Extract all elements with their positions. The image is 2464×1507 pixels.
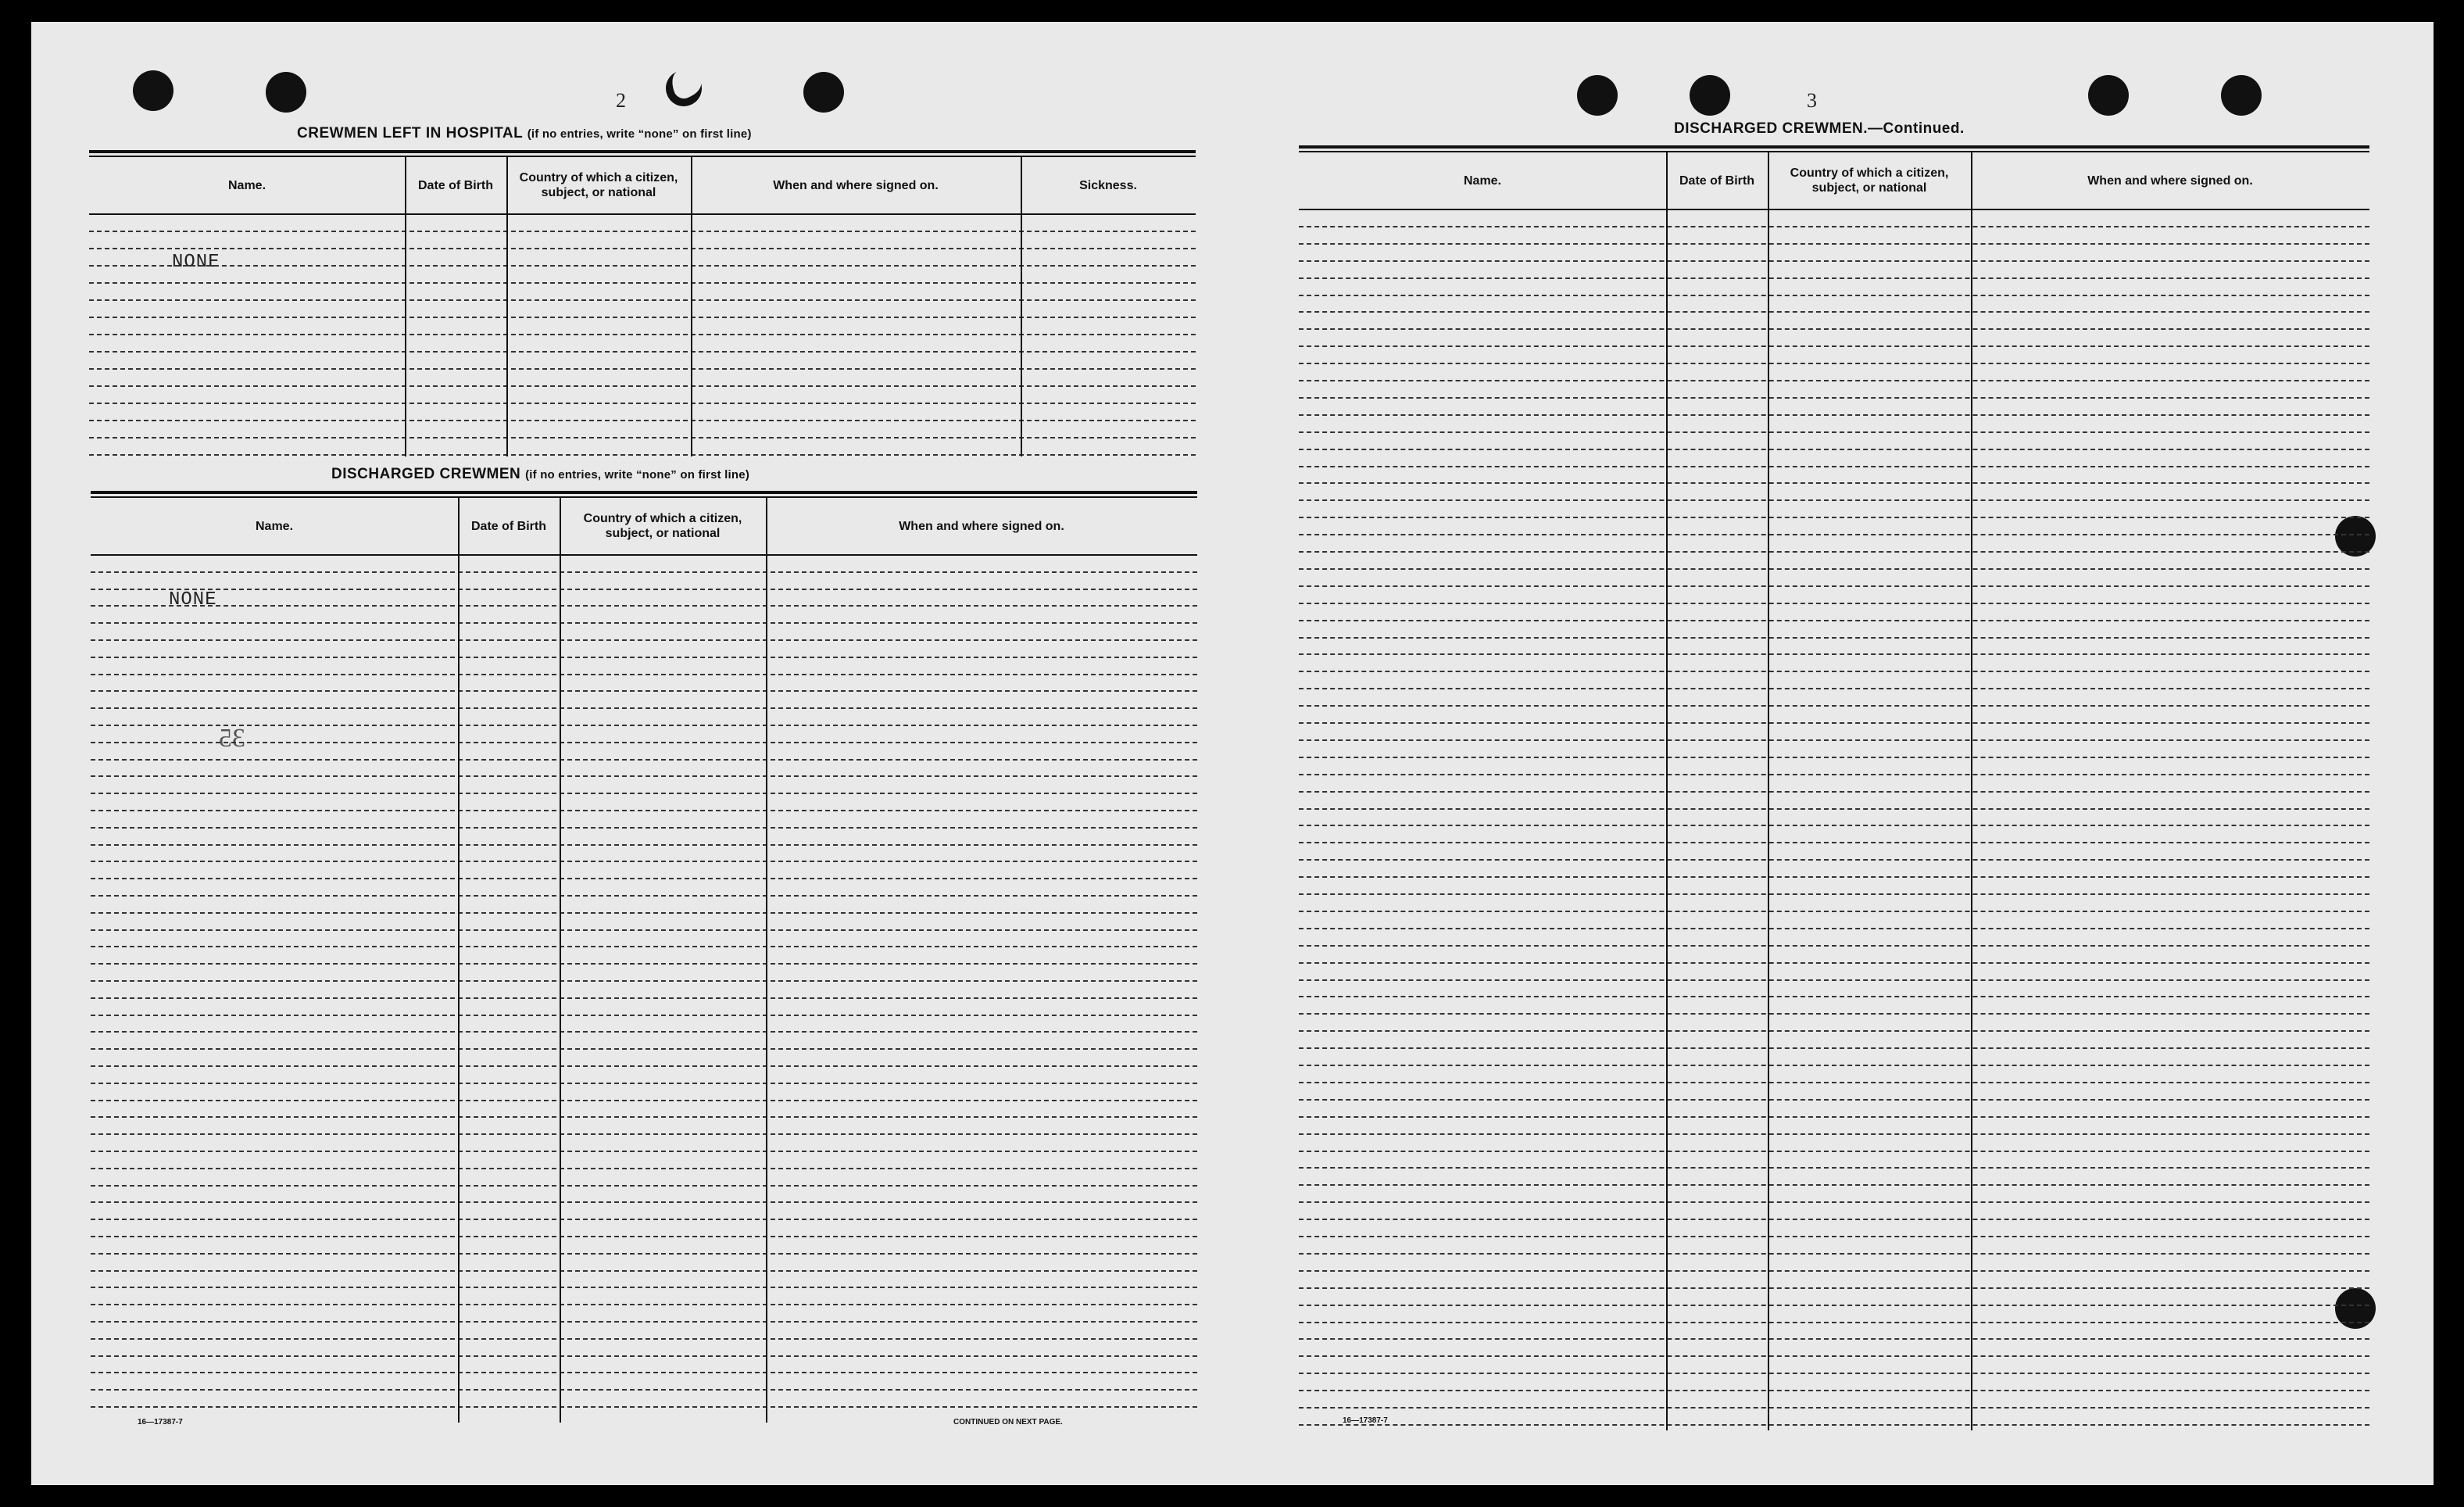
left-page [31,22,1227,1485]
ruled-line [91,742,1197,743]
ruled-line [91,1133,1197,1135]
ruled-line [91,605,1197,607]
ruled-line [1299,295,2369,296]
ruled-line [1299,345,2369,347]
col-header-signed-on: When and where signed on. [2087,174,2253,188]
col-header-date-of-birth: Date of Birth [418,178,493,192]
col-header-country: Country of which a citizen, subject, or national [519,171,678,199]
column-divider [691,157,692,456]
ruled-line [1299,825,2369,826]
continued-note: CONTINUED ON NEXT PAGE. [953,1418,1063,1426]
ruled-line [89,334,1196,335]
discharged-table [91,491,1197,1424]
ruled-line [91,1270,1197,1272]
discharged-continued-table [1299,145,2369,1432]
ruled-line [1299,449,2369,450]
ruled-line [89,248,1196,249]
ruled-line [1299,893,2369,895]
ruled-line [91,827,1197,829]
ruled-line [1299,791,2369,793]
col-header-name: Name. [227,178,266,192]
col-header-signed-on: When and where signed on. [899,519,1064,533]
ruled-line [1299,705,2369,707]
ruled-line [1299,1184,2369,1186]
ruled-line [91,1031,1197,1033]
ruled-line [1299,1373,2369,1374]
ruled-line [89,317,1196,318]
ruled-line [91,1406,1197,1408]
ruled-line [91,1048,1197,1050]
ruled-line [1299,466,2369,467]
ruled-line [1299,363,2369,364]
hospital-table [89,150,1196,458]
col-header-date-of-birth: Date of Birth [1679,174,1754,188]
punch-hole [1690,75,1730,116]
page-number: 2 [616,89,626,112]
ruled-line [1299,1236,2369,1237]
ruled-line [91,963,1197,965]
handwritten-mark: 35 [219,724,245,753]
punch-hole [2221,75,2262,116]
right-page [1227,22,2434,1485]
ruled-line [1299,1047,2369,1049]
ruled-line [1299,962,2369,964]
ruled-line [91,810,1197,811]
ruled-line [91,657,1197,658]
ruled-line [1299,499,2369,501]
ruled-line [1299,585,2369,587]
ruled-line [91,571,1197,573]
ruled-line [89,454,1196,456]
ruled-line [91,1168,1197,1169]
ruled-line [91,1236,1197,1237]
punch-hole [803,72,844,113]
ruled-line [1299,534,2369,535]
ruled-line [91,1151,1197,1152]
ruled-line [1299,774,2369,775]
ruled-line [1299,1030,2369,1032]
punch-hole [266,72,306,113]
ruled-line [91,793,1197,794]
punch-hole [2088,75,2129,116]
ruled-line [1299,1338,2369,1340]
ruled-line [1299,397,2369,399]
ruled-line [91,1372,1197,1373]
ruled-line [1299,671,2369,672]
col-header-country: Country of which a citizen, subject, or national [1790,166,1949,195]
ruled-line [1299,842,2369,843]
ruled-line [89,265,1196,267]
column-divider [1971,152,1972,1430]
ruled-line [1299,808,2369,810]
ruled-line [1299,1287,2369,1289]
ruled-line [1299,1099,2369,1101]
ruled-line [91,1083,1197,1084]
column-divider [458,498,460,1423]
ruled-line [1299,1133,2369,1135]
ruled-line [1299,1253,2369,1255]
ruled-line [89,282,1196,284]
column-divider [560,498,561,1423]
ruled-line [1299,911,2369,912]
ruled-line [91,1355,1197,1357]
column-divider [506,157,508,456]
col-header-sickness: Sickness. [1079,178,1137,192]
ruled-line [91,1253,1197,1255]
ruled-line [91,1201,1197,1203]
col-header-date-of-birth: Date of Birth [471,519,546,533]
ruled-line [1299,517,2369,518]
ruled-line [1299,757,2369,758]
discharged-section-title: DISCHARGED CREWMEN (if no entries, write “none” on first line) [331,466,750,482]
ruled-line [91,725,1197,726]
ruled-line [1299,1322,2369,1323]
ruled-line [1299,928,2369,929]
ruled-line [1299,260,2369,262]
ruled-line [91,878,1197,879]
punch-hole [1577,75,1618,116]
ruled-line [1299,979,2369,981]
ruled-line [1299,1201,2369,1203]
ruled-line [1299,1407,2369,1409]
ruled-line [89,351,1196,353]
ruled-line [1299,1065,2369,1066]
ruled-line [91,775,1197,777]
ruled-line [1299,1013,2369,1015]
ruled-line [1299,226,2369,227]
ruled-line [91,1100,1197,1101]
ruled-line [1299,722,2369,724]
ruled-line [91,1321,1197,1323]
ruled-line [91,1304,1197,1305]
ruled-line [91,997,1197,999]
ruled-line [91,639,1197,641]
ruled-line [1299,653,2369,655]
ruled-line [1299,243,2369,245]
ruled-line [1299,1270,2369,1272]
ruled-line [91,1287,1197,1288]
page-number: 3 [1807,89,1817,112]
ruled-line [1299,1151,2369,1152]
ruled-line [91,589,1197,590]
ruled-line [91,1219,1197,1220]
ruled-line [1299,603,2369,604]
ruled-line [91,1338,1197,1340]
ruled-line [1299,482,2369,484]
ruled-line [1299,688,2369,689]
ruled-line [1299,1116,2369,1118]
ruled-line [91,912,1197,914]
ruled-line [91,690,1197,692]
ruled-line [1299,1424,2369,1426]
discharged-continued-title: DISCHARGED CREWMEN.—Continued. [1674,120,1965,137]
ruled-line [1299,1305,2369,1306]
ruled-line [1299,414,2369,416]
col-header-country: Country of which a citizen, subject, or national [583,512,742,540]
hospital-section-title: CREWMEN LEFT IN HOSPITAL (if no entries, write “none” on first line) [297,125,752,141]
ruled-line [91,759,1197,761]
ruled-line [1299,311,2369,313]
col-header-signed-on: When and where signed on. [773,178,939,192]
column-divider [1768,152,1769,1430]
ruled-line [1299,876,2369,878]
ruled-line [1299,739,2369,741]
col-header-name: Name. [255,519,294,533]
ruled-line [91,1116,1197,1118]
document-sheet [31,22,2434,1485]
ruled-line [91,1065,1197,1067]
ruled-line [89,299,1196,301]
ruled-line [91,707,1197,709]
ruled-line [91,844,1197,846]
ruled-line [1299,1390,2369,1391]
form-number: 16—17387-7 [138,1418,183,1426]
column-divider [405,157,406,456]
ruled-line [1299,328,2369,330]
ruled-line [91,946,1197,947]
ruled-line [91,895,1197,897]
ruled-line [89,385,1196,387]
ruled-line [91,929,1197,931]
punch-hole [133,70,173,111]
ruled-line [1299,277,2369,279]
punch-hole [661,66,707,112]
ruled-line [1299,945,2369,947]
ruled-line [1299,431,2369,433]
ruled-line [1299,568,2369,570]
ruled-line [91,1015,1197,1016]
ruled-line [89,231,1196,232]
ruled-line [89,420,1196,421]
ruled-line [1299,859,2369,861]
ruled-line [91,1389,1197,1391]
ruled-line [1299,1167,2369,1169]
ruled-line [89,437,1196,438]
ruled-line [91,674,1197,675]
ruled-line [1299,996,2369,997]
ruled-line [1299,620,2369,621]
form-number: 16—17387-7 [1343,1416,1388,1425]
ruled-line [1299,1219,2369,1220]
ruled-line [89,403,1196,404]
ruled-line [91,980,1197,982]
ruled-line [1299,551,2369,553]
first-entry: NONE [172,252,220,273]
column-divider [766,498,767,1423]
ruled-line [1299,380,2369,381]
ruled-line [91,861,1197,862]
col-header-name: Name. [1463,174,1502,188]
ruled-line [91,1185,1197,1187]
ruled-line [89,368,1196,370]
ruled-line [1299,637,2369,639]
column-divider [1021,157,1022,456]
first-entry: NONE [169,589,217,610]
ruled-line [1299,1355,2369,1357]
ruled-line [1299,1082,2369,1083]
column-divider [1666,152,1668,1430]
ruled-line [91,622,1197,624]
